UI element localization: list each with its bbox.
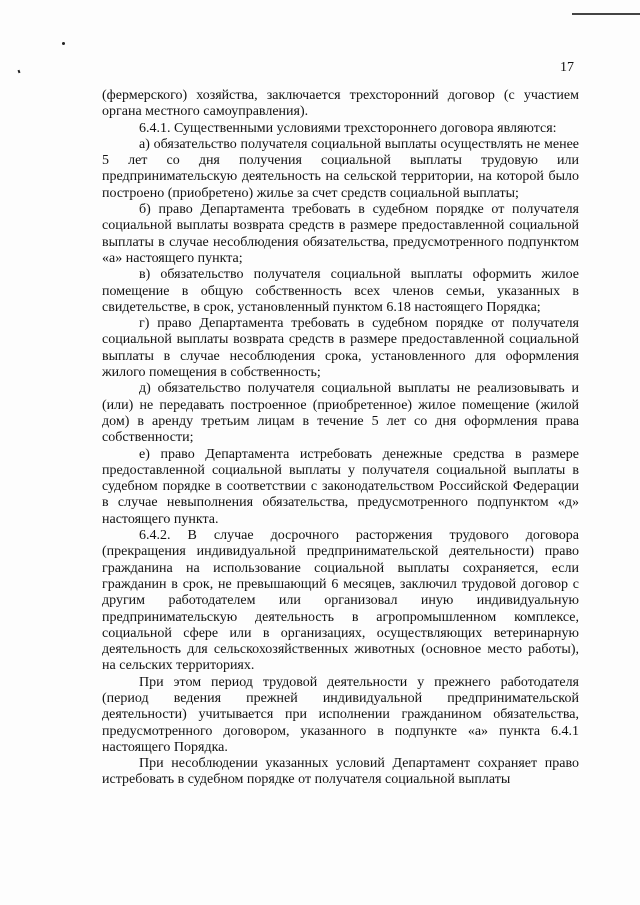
document-body [102, 88, 579, 789]
paragraph: е) право Департамента истребовать денежные средства в размере предоставленной социальной выплаты у получателя социальной выплаты в судебном порядке в соответствии с законодательством Российской Федерации в случае невыполнения обязательства, предусмотренного подпунктом «д» настоящего пункта. [102, 446, 579, 527]
paragraph: 6.4.2. В случае досрочного расторжения трудового договора (прекращения индивидуальной предпринимательской деятельности) право гражданина на использование социальной выплаты сохраняется, если гражданин в срок, не превышающий 6 месяцев, заключил трудовой договор с другим работодателем или организовал иную индивидуальную предпринимательскую деятельность в агропромышленном комплексе, социальной сфере или в организациях, осуществляющих ветеринарную деятельность для сельскохозяйственных животных (основное место работы), на сельских территориях. [102, 528, 579, 674]
paragraph: а) обязательство получателя социальной выплаты осуществлять не менее 5 лет со дня получения социальной выплаты трудовую или предпринимательскую деятельность на сельской территории, на которой было построено (приобретено) жилье за счет средств социальной выплаты; [102, 136, 579, 201]
paragraph: в) обязательство получателя социальной выплаты оформить жилое помещение в общую собственность всех членов семьи, указанных в свидетельстве, в срок, установленный пунктом 6.18 настоящего Порядка; [102, 267, 579, 315]
paragraph: При несоблюдении указанных условий Департамент сохраняет право истребовать в судебном порядке от получателя социальной выплаты [102, 756, 579, 788]
paragraph: д) обязательство получателя социальной выплаты не реализовывать и (или) не передавать построенное (приобретенное) жилое помещение (жилой дом) в аренду третьим лицам в течение 5 лет со дня оформления права собственности; [102, 381, 579, 446]
scan-speck [18, 70, 21, 74]
paragraph: б) право Департамента требовать в судебном порядке от получателя социальной выплаты возврата средств в размере предоставленной социальной выплаты в случае несоблюдения обязательства, предусмотренного подпунктом «а» настоящего пункта; [102, 202, 579, 266]
page-number: 17 [560, 60, 574, 75]
scan-speck [62, 42, 65, 45]
paragraph: (фермерского) хозяйства, заключается трехсторонний договор (с участием органа местного самоуправления). [102, 88, 579, 120]
paragraph: 6.4.1. Существенными условиями трехстороннего договора являются: [139, 120, 557, 136]
header-rule [572, 13, 640, 15]
paragraph: г) право Департамента требовать в судебном порядке от получателя социальной выплаты возврата средств в размере предоставленной социальной выплаты в случае несоблюдения срока, установленного для оформления жилого помещения в собственность; [102, 316, 579, 381]
paragraph: При этом период трудовой деятельности у прежнего работодателя (период ведения прежней индивидуальной предпринимательской деятельности) учитывается при исполнении гражданином обязательства, предусмотренного договором, указанного в подпункте «а» пункта 6.4.1 настоящего Порядка. [102, 674, 579, 755]
